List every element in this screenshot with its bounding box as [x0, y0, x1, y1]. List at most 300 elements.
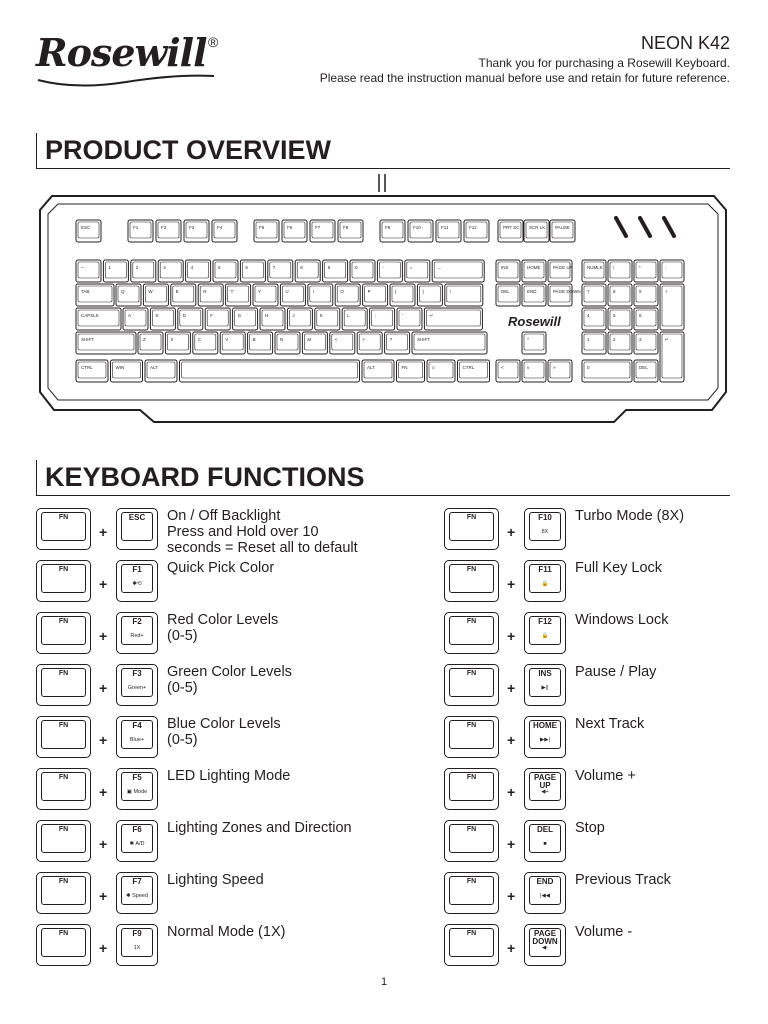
function-key-symbol: ✱⟲	[132, 581, 142, 587]
fn-key-icon	[36, 612, 91, 654]
key-label: K	[319, 313, 323, 318]
fn-key-icon	[444, 768, 499, 810]
fn-key-icon	[36, 560, 91, 602]
function-description: Normal Mode (1X)	[167, 924, 286, 940]
key-label: 9	[327, 265, 331, 270]
key-label: PAUSE	[555, 225, 570, 230]
fn-key-icon	[36, 664, 91, 706]
fn-key-icon	[444, 872, 499, 914]
key-label: <	[501, 365, 504, 370]
key-label: PAGE UP	[553, 265, 573, 270]
fn-key-label: FN	[466, 826, 477, 833]
caps-row-key	[205, 308, 230, 330]
fn-key-label: FN	[58, 878, 69, 885]
fn-key-label: FN	[58, 774, 69, 781]
key-label: 8	[300, 265, 303, 270]
tab-row-key	[363, 284, 388, 306]
key-label: H	[265, 313, 269, 318]
key-label: CTRL	[462, 365, 475, 370]
numpad-key	[608, 332, 632, 354]
key-label: SCR LK	[529, 225, 546, 230]
key-label: Z	[143, 337, 146, 342]
numpad-key	[634, 260, 658, 282]
function-key-label: INS	[538, 669, 552, 678]
f-row-key	[184, 220, 209, 242]
numpad-key	[608, 284, 632, 306]
number-row-key	[377, 260, 402, 282]
key-label: A	[128, 313, 132, 318]
fn-key-icon	[444, 664, 499, 706]
function-description: Red Color Levels (0-5)	[167, 612, 279, 644]
key-label: v	[527, 365, 530, 370]
key-label: [	[395, 289, 397, 294]
plus-sign: +	[99, 940, 108, 956]
f-row-key	[550, 220, 575, 242]
key-label: ←	[437, 265, 442, 270]
key-label: W	[148, 289, 153, 294]
nav-key	[522, 284, 546, 306]
f-row-key	[380, 220, 405, 242]
key-label: 4	[587, 313, 590, 318]
plus-sign: +	[507, 732, 516, 748]
nav-key	[522, 260, 546, 282]
function-key-label: F6	[132, 825, 142, 834]
function-key-label: DEL	[537, 825, 553, 834]
key-label: 2	[613, 337, 616, 342]
function-key-symbol: 8X	[541, 529, 549, 535]
key-label: -	[665, 265, 667, 270]
key-label: FN	[401, 365, 408, 370]
key-label: R	[203, 289, 207, 294]
function-key-symbol: |◀◀	[540, 893, 550, 899]
plus-sign: +	[99, 784, 108, 800]
plus-sign: +	[507, 680, 516, 696]
tab-row-key	[308, 284, 333, 306]
key-label: -	[382, 265, 384, 270]
plus-sign: +	[507, 576, 516, 592]
caps-row-key	[315, 308, 340, 330]
key-label: /	[613, 265, 615, 270]
key-label: J	[292, 313, 295, 318]
fn-key-icon	[36, 768, 91, 810]
caps-row-key	[150, 308, 175, 330]
keyboard-logo: Rosewill	[508, 314, 561, 329]
tab-row-key	[76, 284, 114, 306]
key-label: P	[367, 289, 371, 294]
f-row-key	[464, 220, 489, 242]
fn-key-label: FN	[466, 878, 477, 885]
caps-row-key	[370, 308, 395, 330]
fn-key-label: FN	[466, 774, 477, 781]
key-label: 3	[163, 265, 166, 270]
rosewill-logo	[36, 30, 226, 94]
plus-sign: +	[99, 576, 108, 592]
fn-key-label: FN	[466, 618, 477, 625]
numpad-key	[660, 332, 684, 382]
caps-row-key	[397, 308, 422, 330]
key-label: PRT SC	[503, 225, 520, 230]
key-label: F3	[189, 225, 195, 230]
key-label: >	[553, 365, 556, 370]
number-row-key	[432, 260, 484, 282]
numpad-key	[660, 284, 684, 330]
number-row-key	[268, 260, 293, 282]
fn-key-icon	[36, 924, 91, 966]
number-row-key	[158, 260, 183, 282]
key-label: SHIFT	[417, 337, 430, 342]
keyboard-functions-title: KEYBOARD FUNCTIONS	[36, 460, 730, 496]
bottom-row-key	[427, 360, 455, 382]
key-label: ;	[374, 313, 376, 318]
bottom-row-key	[362, 360, 394, 382]
function-description: Lighting Speed	[167, 872, 264, 888]
tab-row-key	[116, 284, 141, 306]
key-label: *	[639, 265, 641, 270]
model-name: NEON K42	[640, 33, 730, 53]
function-description: Lighting Zones and Direction	[167, 820, 352, 836]
function-key-label: HOME	[533, 721, 557, 730]
plus-sign: +	[507, 836, 516, 852]
fn-key-icon	[444, 560, 499, 602]
function-description: Blue Color Levels (0-5)	[167, 716, 281, 748]
number-row-key	[213, 260, 238, 282]
fn-key-icon	[36, 716, 91, 758]
key-label: DEL	[639, 365, 648, 370]
nav-key	[496, 284, 520, 306]
numpad-key	[608, 260, 632, 282]
bottom-row-key	[458, 360, 490, 382]
shift-row-key	[165, 332, 190, 354]
key-label: 3	[639, 337, 642, 342]
product-overview-title: PRODUCT OVERVIEW	[36, 133, 730, 169]
key-label: +	[665, 289, 668, 294]
key-label: C	[197, 337, 202, 342]
key-label: E	[175, 289, 179, 294]
function-key-label: F1	[132, 565, 142, 574]
plus-sign: +	[99, 888, 108, 904]
function-key-symbol: ▣ Mode	[126, 789, 148, 795]
function-key-symbol: ◀+	[541, 789, 549, 795]
key-label: WIN	[115, 365, 125, 370]
f-row-key	[310, 220, 335, 242]
function-key-label: F7	[132, 877, 142, 886]
fn-key-label: FN	[466, 514, 477, 521]
function-description: Green Color Levels (0-5)	[167, 664, 292, 696]
function-key-symbol: ■	[543, 841, 547, 847]
key-label: \	[449, 289, 452, 294]
fn-key-icon	[444, 612, 499, 654]
function-key-icon	[116, 820, 158, 862]
key-label: 1	[587, 337, 590, 342]
caps-row-key	[424, 308, 482, 330]
function-description: On / Off Backlight Press and Hold over 10 seconds = Reset all to default	[167, 508, 358, 556]
intro-text	[320, 56, 730, 86]
key-label: <	[334, 337, 338, 342]
logo-text: Rosewill	[36, 30, 207, 75]
fn-key-label: FN	[466, 930, 477, 937]
key-label: >	[362, 337, 365, 342]
shift-row-key	[138, 332, 163, 354]
f-row-key	[408, 220, 433, 242]
function-description: Next Track	[575, 716, 645, 732]
function-key-icon	[116, 872, 158, 914]
f-row-key	[498, 220, 523, 242]
fn-key-label: FN	[58, 670, 69, 677]
nav-key	[548, 284, 572, 306]
key-label: 5	[613, 313, 616, 318]
function-key-label: F11	[538, 565, 552, 574]
function-key-icon	[116, 716, 158, 758]
function-key-symbol: 🔒	[541, 633, 549, 639]
numpad-key	[582, 332, 606, 354]
number-row-key	[405, 260, 430, 282]
numpad-key	[582, 284, 606, 306]
fn-key-icon	[444, 820, 499, 862]
fn-key-icon	[444, 924, 499, 966]
key-label: ]	[422, 289, 424, 294]
caps-row-key	[260, 308, 285, 330]
number-row-key	[240, 260, 265, 282]
key-label: N	[280, 337, 284, 342]
key-label: HOME	[527, 265, 541, 270]
function-key-icon	[524, 768, 566, 810]
f-row-key	[212, 220, 237, 242]
logo-swash-icon	[36, 72, 216, 92]
shift-row-key	[220, 332, 245, 354]
f-row-key	[76, 220, 101, 242]
key-label: ?	[389, 337, 393, 342]
function-description: Windows Lock	[575, 612, 669, 628]
shift-row-key	[412, 332, 487, 354]
key-label: 7	[272, 265, 276, 270]
key-label: 0	[587, 365, 590, 370]
plus-sign: +	[99, 628, 108, 644]
arrow-key	[522, 360, 546, 382]
function-key-icon	[524, 716, 566, 758]
key-label: F7	[315, 225, 321, 230]
key-label: ALT	[150, 365, 158, 370]
function-key-label: F12	[538, 617, 552, 626]
caps-row-key	[287, 308, 312, 330]
numpad-key	[634, 360, 658, 382]
key-label: =	[409, 265, 413, 270]
bottom-row-key	[180, 360, 360, 382]
arrow-key	[496, 360, 520, 382]
number-row-key	[350, 260, 375, 282]
plus-sign: +	[99, 836, 108, 852]
plus-sign: +	[507, 524, 516, 540]
function-key-label: PAGE UP	[533, 773, 557, 790]
function-key-label: F2	[132, 617, 142, 626]
key-label: 6	[245, 265, 248, 270]
fn-key-label: FN	[58, 826, 69, 833]
function-description: Volume -	[575, 924, 633, 940]
shift-row-key	[275, 332, 300, 354]
key-label: F12	[469, 225, 477, 230]
key-label: F	[210, 313, 213, 318]
key-label: F4	[217, 225, 223, 230]
arrow-key	[522, 332, 546, 354]
plus-sign: +	[99, 524, 108, 540]
key-label: D	[182, 313, 187, 318]
key-label: ^	[527, 337, 530, 342]
number-row-key	[295, 260, 320, 282]
tab-row-key	[335, 284, 360, 306]
function-key-icon	[524, 924, 566, 966]
key-label: I	[312, 289, 315, 294]
key-label: NUMLK	[587, 265, 603, 270]
key-label: 0	[355, 265, 358, 270]
fn-key-icon	[36, 820, 91, 862]
bottom-row-key	[397, 360, 425, 382]
function-key-icon	[524, 872, 566, 914]
function-key-symbol: ▶||	[541, 685, 549, 691]
number-row-key	[186, 260, 211, 282]
tab-row-key	[253, 284, 278, 306]
nav-key	[548, 260, 572, 282]
fn-key-label: FN	[58, 930, 69, 937]
key-label: 1	[108, 265, 111, 270]
function-key-symbol: 🔒	[541, 581, 549, 587]
function-key-symbol: Red+	[130, 633, 144, 639]
function-key-label: END	[536, 877, 554, 886]
caps-row-key	[178, 308, 203, 330]
arrow-key	[548, 360, 572, 382]
tab-row-key	[445, 284, 483, 306]
key-label: '	[402, 313, 403, 318]
numpad-key	[634, 332, 658, 354]
key-label: F9	[385, 225, 391, 230]
key-label: O	[340, 289, 344, 294]
fn-key-label: FN	[58, 566, 69, 573]
key-label: CAPSLK	[81, 313, 99, 318]
intro-line-2: Please read the instruction manual before use and retain for future reference.	[319, 71, 730, 85]
fn-key-icon	[444, 716, 499, 758]
function-key-symbol: Blue+	[129, 737, 145, 743]
function-key-symbol: ▶▶|	[540, 737, 550, 743]
function-key-label: F3	[132, 669, 142, 678]
key-label: 9	[639, 289, 642, 294]
f-row-key	[338, 220, 363, 242]
f-row-key	[524, 220, 549, 242]
key-label: V	[225, 337, 229, 342]
tab-row-key	[390, 284, 415, 306]
plus-sign: +	[507, 784, 516, 800]
fn-key-icon	[36, 872, 91, 914]
bottom-row-key	[145, 360, 177, 382]
key-label: 8	[613, 289, 616, 294]
fn-key-label: FN	[58, 618, 69, 625]
key-label: ~	[81, 265, 84, 270]
key-label: F5	[259, 225, 265, 230]
key-label: END	[527, 289, 537, 294]
registered-mark: ®	[208, 34, 219, 50]
f-row-key	[128, 220, 153, 242]
caps-row-key	[342, 308, 367, 330]
function-key-icon	[116, 508, 158, 550]
function-key-icon	[524, 612, 566, 654]
numpad-key	[582, 360, 632, 382]
fn-key-icon	[444, 508, 499, 550]
key-label: 2	[135, 265, 139, 270]
function-key-label: ESC	[128, 513, 146, 522]
function-description: Previous Track	[575, 872, 671, 888]
fn-key-label: FN	[58, 722, 69, 729]
function-description: Quick Pick Color	[167, 560, 275, 576]
key-label: F2	[161, 225, 167, 230]
key-label: T	[230, 289, 234, 294]
function-key-icon	[524, 508, 566, 550]
function-key-symbol: ✱ A/D	[129, 841, 145, 847]
fn-key-label: FN	[466, 670, 477, 677]
key-label: S	[155, 313, 159, 318]
key-label: 6	[639, 313, 642, 318]
function-key-icon	[116, 560, 158, 602]
numpad-key	[582, 308, 606, 330]
key-label: B	[252, 337, 256, 342]
shift-row-key	[302, 332, 327, 354]
function-description: Pause / Play	[575, 664, 657, 680]
key-label: Q	[121, 289, 125, 294]
bottom-row-key	[76, 360, 108, 382]
key-label: U	[285, 289, 289, 294]
key-label: M	[307, 337, 312, 342]
tab-row-key	[198, 284, 223, 306]
function-key-icon	[116, 612, 158, 654]
numpad-key	[660, 260, 684, 282]
fn-key-label: FN	[58, 514, 69, 521]
key-label: 4	[190, 265, 194, 270]
key-label: Y	[258, 289, 262, 294]
keyboard-diagram	[36, 174, 730, 432]
tab-row-key	[417, 284, 442, 306]
shift-row-key	[330, 332, 355, 354]
bottom-row-key	[111, 360, 143, 382]
function-key-symbol: Green+	[127, 685, 147, 691]
key-label: 7	[587, 289, 590, 294]
function-key-icon	[524, 664, 566, 706]
function-key-label: PAGE DOWN	[532, 929, 558, 946]
number-row-key	[323, 260, 348, 282]
fn-key-label: FN	[466, 722, 477, 729]
caps-row-key	[76, 308, 121, 330]
nav-key	[496, 260, 520, 282]
function-key-label: F5	[132, 773, 142, 782]
function-key-icon	[116, 924, 158, 966]
shift-row-key	[76, 332, 136, 354]
tab-row-key	[171, 284, 196, 306]
f-row-key	[156, 220, 181, 242]
key-label: SHIFT	[81, 337, 94, 342]
key-label: DEL	[501, 289, 510, 294]
function-key-symbol: 1X	[133, 945, 141, 951]
function-key-symbol: ◀-	[541, 945, 549, 951]
shift-row-key	[193, 332, 218, 354]
key-label: ESC	[81, 225, 91, 230]
function-description: Stop	[575, 820, 605, 836]
key-label: G	[237, 313, 242, 318]
function-key-icon	[116, 768, 158, 810]
key-label: F1	[133, 225, 139, 230]
cable-icon	[379, 174, 385, 192]
key-label: 5	[218, 265, 221, 270]
shift-row-key	[357, 332, 382, 354]
fn-key-icon	[36, 508, 91, 550]
function-description: Volume +	[575, 768, 636, 784]
f-row-key	[282, 220, 307, 242]
numpad-key	[634, 308, 658, 330]
function-description: Full Key Lock	[575, 560, 663, 576]
